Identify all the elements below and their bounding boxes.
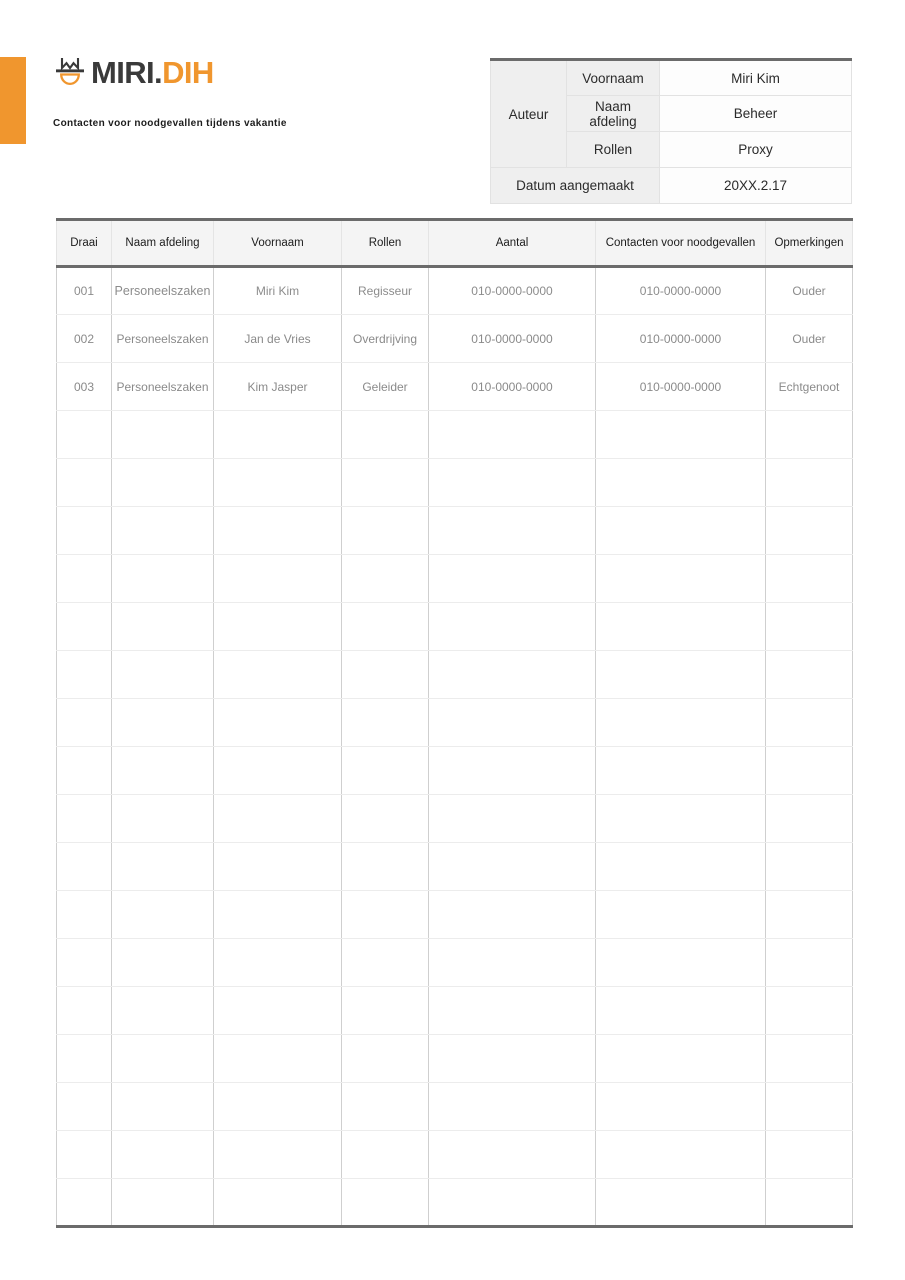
table-row-empty[interactable] [57,795,853,843]
cell-empty[interactable] [214,1083,342,1131]
cell-empty[interactable] [57,411,112,459]
table-row[interactable] [57,267,853,315]
cell-empty[interactable] [766,651,853,699]
author-value-rollen: Proxy [660,132,852,168]
cell-empty[interactable] [112,699,214,747]
cell-empty[interactable] [429,747,596,795]
cell-empty[interactable] [342,459,429,507]
column-header-aantal: Aantal [429,220,596,267]
table-row-empty[interactable] [57,411,853,459]
cell-empty[interactable] [57,939,112,987]
author-value-voornaam: Miri Kim [660,60,852,96]
cell-empty[interactable] [342,891,429,939]
cell-empty[interactable] [112,987,214,1035]
cell-empty[interactable] [57,459,112,507]
cell-contacten[interactable]: 010-0000-0000 [596,363,766,411]
brand-wordmark [91,55,214,91]
cell-empty[interactable] [596,651,766,699]
cell-empty[interactable] [429,699,596,747]
page-subtitle: Contacten voor noodgevallen tijdens vakantie [53,118,287,129]
table-row-empty[interactable] [57,1179,853,1227]
cell-empty[interactable] [57,555,112,603]
cell-empty[interactable] [57,1083,112,1131]
cell-empty[interactable] [112,603,214,651]
cell-empty[interactable] [342,843,429,891]
cell-empty[interactable] [214,843,342,891]
cell-opmerkingen[interactable]: Ouder [766,267,853,315]
cell-empty[interactable] [429,891,596,939]
cell-aantal[interactable]: 010-0000-0000 [429,363,596,411]
cell-empty[interactable] [766,411,853,459]
orange-accent-bar [0,57,26,144]
cell-empty[interactable] [429,1131,596,1179]
cell-empty[interactable] [214,411,342,459]
cell-empty[interactable] [596,891,766,939]
cell-empty[interactable] [112,747,214,795]
cell-empty[interactable] [596,939,766,987]
cell-empty[interactable] [342,411,429,459]
cell-empty[interactable] [112,939,214,987]
column-header-contacten: Contacten voor noodgevallen [596,220,766,267]
table-row-empty[interactable] [57,1035,853,1083]
author-label-rollen: Rollen [567,132,660,168]
cell-empty[interactable] [429,1035,596,1083]
cell-empty[interactable] [112,459,214,507]
cell-empty[interactable] [214,939,342,987]
cell-empty[interactable] [596,1035,766,1083]
cell-draai[interactable]: 003 [57,363,112,411]
cell-empty[interactable] [112,411,214,459]
cell-empty[interactable] [766,1131,853,1179]
cell-empty[interactable] [766,603,853,651]
cell-empty[interactable] [766,699,853,747]
cell-empty[interactable] [596,603,766,651]
cell-aantal[interactable]: 010-0000-0000 [429,267,596,315]
cell-empty[interactable] [429,459,596,507]
table-row[interactable] [57,315,853,363]
cell-empty[interactable] [214,507,342,555]
cell-empty[interactable] [112,651,214,699]
cell-empty[interactable] [429,939,596,987]
cell-empty[interactable] [429,603,596,651]
cell-empty[interactable] [57,987,112,1035]
cell-empty[interactable] [112,1131,214,1179]
cell-empty[interactable] [112,1035,214,1083]
cell-empty[interactable] [429,795,596,843]
cell-opmerkingen[interactable]: Echtgenoot [766,363,853,411]
author-value-datum: 20XX.2.17 [660,168,852,204]
column-header-voornaam: Voornaam [214,220,342,267]
cell-empty[interactable] [766,1083,853,1131]
table-row-empty[interactable] [57,843,853,891]
cell-empty[interactable] [429,411,596,459]
cell-empty[interactable] [342,1083,429,1131]
cell-rollen[interactable]: Overdrijving [342,315,429,363]
cell-empty[interactable] [766,891,853,939]
cell-empty[interactable] [214,699,342,747]
author-meta-table [490,58,852,204]
cell-empty[interactable] [57,1131,112,1179]
cell-empty[interactable] [766,507,853,555]
cell-empty[interactable] [342,987,429,1035]
cell-empty[interactable] [596,411,766,459]
author-label-datum: Datum aangemaakt [491,168,660,204]
cell-empty[interactable] [342,507,429,555]
brand-name-accent: DIH [162,55,214,90]
table-row-empty[interactable] [57,1131,853,1179]
cell-empty[interactable] [766,795,853,843]
table-row-empty[interactable] [57,987,853,1035]
cell-empty[interactable] [429,1179,596,1227]
cell-aantal[interactable]: 010-0000-0000 [429,315,596,363]
cell-empty[interactable] [596,555,766,603]
author-row-voornaam [491,60,852,96]
table-row-empty[interactable] [57,1083,853,1131]
cell-empty[interactable] [766,459,853,507]
cell-empty[interactable] [429,555,596,603]
cell-afdeling[interactable]: Personeelszaken [112,315,214,363]
cell-empty[interactable] [596,459,766,507]
cell-empty[interactable] [57,1035,112,1083]
cell-empty[interactable] [429,507,596,555]
cell-voornaam[interactable]: Kim Jasper [214,363,342,411]
cell-contacten[interactable]: 010-0000-0000 [596,315,766,363]
cell-empty[interactable] [112,1179,214,1227]
cell-empty[interactable] [766,987,853,1035]
cell-empty[interactable] [342,1035,429,1083]
cell-empty[interactable] [429,843,596,891]
cell-empty[interactable] [57,699,112,747]
cell-empty[interactable] [57,651,112,699]
table-row-empty[interactable] [57,603,853,651]
cell-voornaam[interactable]: Jan de Vries [214,315,342,363]
cell-contacten[interactable]: 010-0000-0000 [596,267,766,315]
cell-empty[interactable] [596,507,766,555]
cell-draai[interactable]: 001 [57,267,112,315]
brand-name-dark: MIRI. [91,55,163,90]
cell-empty[interactable] [112,507,214,555]
cell-empty[interactable] [596,747,766,795]
cell-rollen[interactable]: Geleider [342,363,429,411]
author-label-voornaam: Voornaam [567,60,660,96]
cell-empty[interactable] [214,891,342,939]
emergency-contact-table [56,218,853,1228]
cell-afdeling[interactable]: Personeelszaken [112,267,214,315]
cell-empty[interactable] [112,795,214,843]
cell-empty[interactable] [429,1083,596,1131]
cell-opmerkingen[interactable]: Ouder [766,315,853,363]
column-header-rollen: Rollen [342,220,429,267]
cell-empty[interactable] [214,747,342,795]
cell-empty[interactable] [342,555,429,603]
cell-empty[interactable] [342,1131,429,1179]
table-row-empty[interactable] [57,651,853,699]
hat-logo-icon [53,55,87,91]
cell-empty[interactable] [57,507,112,555]
author-row-datum [491,168,852,204]
cell-empty[interactable] [766,747,853,795]
cell-empty[interactable] [112,555,214,603]
cell-empty[interactable] [214,1131,342,1179]
cell-empty[interactable] [57,603,112,651]
cell-empty[interactable] [766,939,853,987]
cell-empty[interactable] [596,1083,766,1131]
cell-empty[interactable] [596,1179,766,1227]
cell-empty[interactable] [596,987,766,1035]
table-row-empty[interactable] [57,555,853,603]
cell-empty[interactable] [596,843,766,891]
cell-empty[interactable] [214,459,342,507]
cell-empty[interactable] [214,603,342,651]
cell-empty[interactable] [596,795,766,843]
cell-empty[interactable] [766,1035,853,1083]
table-row-empty[interactable] [57,747,853,795]
column-header-naam-afdeling: Naam afdeling [112,220,214,267]
cell-empty[interactable] [57,843,112,891]
cell-empty[interactable] [342,603,429,651]
cell-empty[interactable] [112,843,214,891]
cell-empty[interactable] [112,1083,214,1131]
cell-empty[interactable] [429,987,596,1035]
cell-draai[interactable]: 002 [57,315,112,363]
table-row-empty[interactable] [57,939,853,987]
cell-empty[interactable] [766,555,853,603]
column-header-opmerkingen: Opmerkingen [766,220,853,267]
cell-empty[interactable] [214,555,342,603]
table-header [57,220,853,267]
table-row-empty[interactable] [57,507,853,555]
cell-rollen[interactable]: Regisseur [342,267,429,315]
cell-empty[interactable] [342,747,429,795]
table-row-empty[interactable] [57,891,853,939]
cell-empty[interactable] [766,1179,853,1227]
column-header-draai: Draai [57,220,112,267]
cell-empty[interactable] [112,891,214,939]
cell-empty[interactable] [342,651,429,699]
table-header-row [57,220,853,267]
cell-empty[interactable] [57,891,112,939]
cell-empty[interactable] [342,939,429,987]
table-body [57,267,853,1227]
cell-empty[interactable] [57,747,112,795]
cell-afdeling[interactable]: Personeelszaken [112,363,214,411]
cell-empty[interactable] [596,1131,766,1179]
table-row[interactable] [57,363,853,411]
author-value-afdeling: Beheer [660,96,852,132]
cell-empty[interactable] [596,699,766,747]
cell-empty[interactable] [57,795,112,843]
cell-empty[interactable] [342,1179,429,1227]
cell-empty[interactable] [214,651,342,699]
cell-empty[interactable] [214,1179,342,1227]
cell-empty[interactable] [429,651,596,699]
cell-empty[interactable] [342,699,429,747]
cell-voornaam[interactable]: Miri Kim [214,267,342,315]
cell-empty[interactable] [214,987,342,1035]
table-row-empty[interactable] [57,699,853,747]
cell-empty[interactable] [57,1179,112,1227]
cell-empty[interactable] [214,795,342,843]
author-label-afdeling: Naam afdeling [567,96,660,132]
cell-empty[interactable] [214,1035,342,1083]
table-row-empty[interactable] [57,459,853,507]
cell-empty[interactable] [342,795,429,843]
author-group-label: Auteur [491,60,567,168]
cell-empty[interactable] [766,843,853,891]
brand-logo [53,55,214,91]
